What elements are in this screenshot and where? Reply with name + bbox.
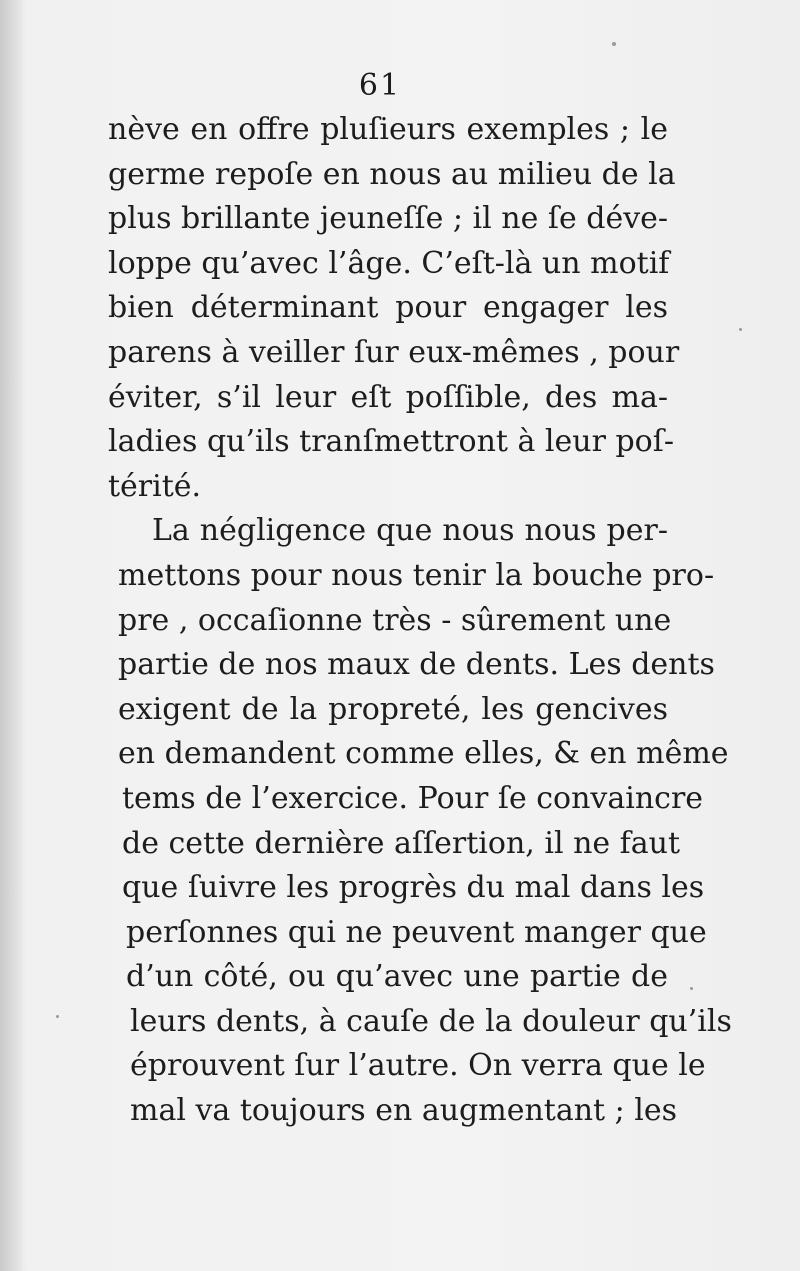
text-line: mettons pour nous tenir la bouche pro- [118,557,715,593]
paragraph-start-line: La négligence que nous nous per- [152,513,668,549]
text-line: loppe qu’avec l’âge. C’eſt-là un motif [108,245,670,281]
paper-speck [690,987,693,990]
text-line: éprouvent ſur l’autre. On verra que le [130,1048,706,1084]
paper-speck [56,1015,59,1018]
text-line: parens à veiller ſur eux-mêmes , pour [108,334,680,370]
text-line: exigent de la propreté, les gencives [118,691,668,727]
paper-speck [612,42,616,46]
text-line: mal va toujours en augmentant ; les [130,1093,678,1129]
text-line: ladies qu’ils tranſmettront à leur poſ- [108,424,674,460]
text-line: que ſuivre les progrès du mal dans les [122,870,705,906]
text-line: pre , occaſionne très - sûrement une [118,602,672,638]
text-line: nève en offre pluſieurs exemples ; le [108,112,668,147]
paper-speck [739,328,742,331]
text-line: perſonnes qui ne peuvent manger que [126,914,707,950]
text-line: térité. [108,468,202,504]
body-text [108,108,732,1134]
text-line: éviter, s’il leur eſt poſſible, des ma- [108,379,668,415]
text-line: en demandent comme elles, & en même [118,736,729,772]
text-line: germe repoſe en nous au milieu de la [108,156,676,192]
page-number: 61 [358,68,402,103]
text-line: leurs dents, à cauſe de la douleur qu’ils [130,1003,732,1039]
text-line: partie de nos maux de dents. Les dents [118,647,715,683]
text-line: de cette dernière aſſertion, il ne faut [122,825,681,861]
text-line: d’un côté, ou qu’avec une partie de [126,959,668,995]
text-line: tems de l’exercice. Pour ſe convaincre [122,780,704,816]
text-line: plus brillante jeuneſſe ; il ne ſe déve- [108,201,669,237]
text-line: bien déterminant pour engager les [108,290,668,326]
binding-edge [0,0,22,1271]
